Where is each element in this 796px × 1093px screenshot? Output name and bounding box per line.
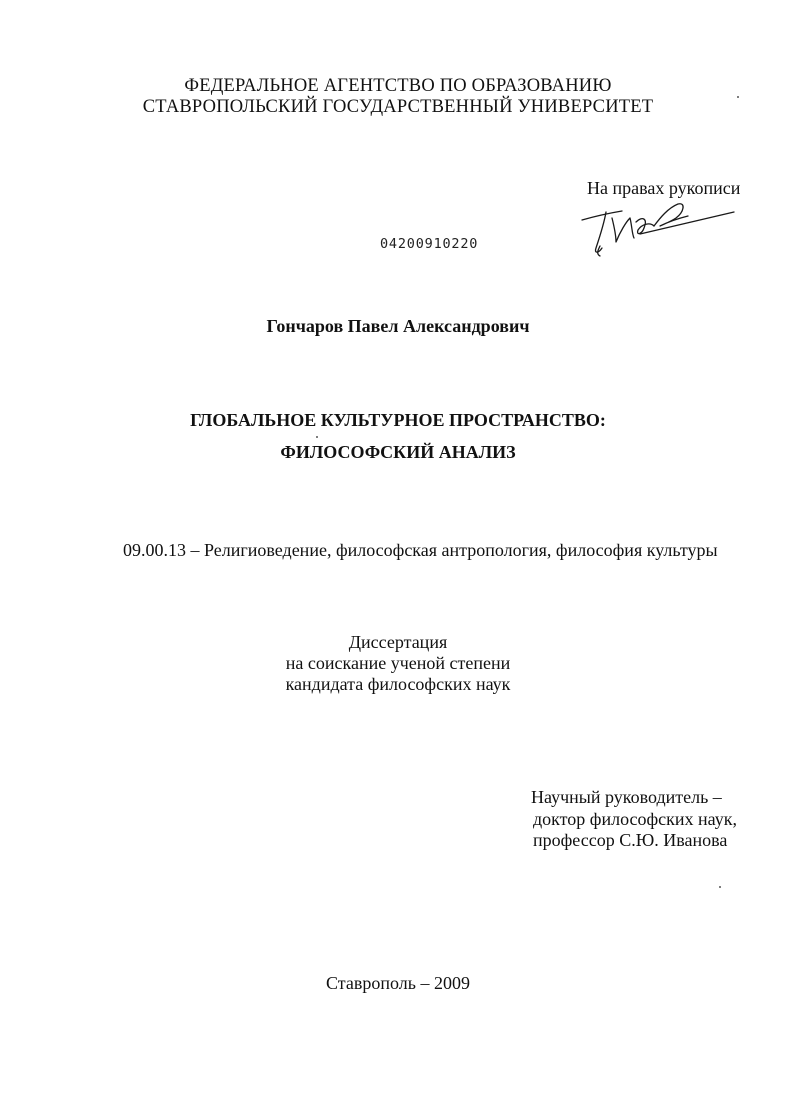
degree-line-1: Диссертация bbox=[348, 632, 448, 652]
supervisor-line-2: доктор философских наук, bbox=[533, 809, 737, 829]
degree-line-2: на соискание ученой степени bbox=[285, 653, 511, 673]
specialty-code: 09.00.13 – Религиоведение, философская антропология, философия культуры bbox=[123, 540, 718, 560]
scan-speck bbox=[719, 886, 721, 888]
author-name: Гончаров Павел Александрович bbox=[266, 316, 530, 336]
dissertation-title-line-2: ФИЛОСОФСКИЙ АНАЛИЗ bbox=[280, 442, 516, 462]
manuscript-rights-note: На правах рукописи bbox=[587, 178, 741, 198]
supervisor-line-3: профессор С.Ю. Иванова bbox=[533, 830, 728, 850]
supervisor-line-1: Научный руководитель – bbox=[531, 787, 722, 807]
university-heading: СТАВРОПОЛЬСКИЙ ГОСУДАРСТВЕННЫЙ УНИВЕРСИТЕТ bbox=[142, 97, 654, 117]
scan-speck bbox=[316, 436, 318, 438]
agency-heading: ФЕДЕРАЛЬНОЕ АГЕНТСТВО ПО ОБРАЗОВАНИЮ bbox=[184, 76, 612, 96]
scan-speck bbox=[737, 96, 739, 98]
degree-line-3: кандидата философских наук bbox=[285, 674, 511, 694]
dissertation-title-line-1: ГЛОБАЛЬНОЕ КУЛЬТУРНОЕ ПРОСТРАНСТВО: bbox=[190, 410, 606, 430]
city-year-footer: Ставрополь – 2009 bbox=[326, 973, 470, 993]
registration-number: 04200910220 bbox=[380, 236, 479, 252]
handwritten-signature bbox=[576, 196, 736, 258]
